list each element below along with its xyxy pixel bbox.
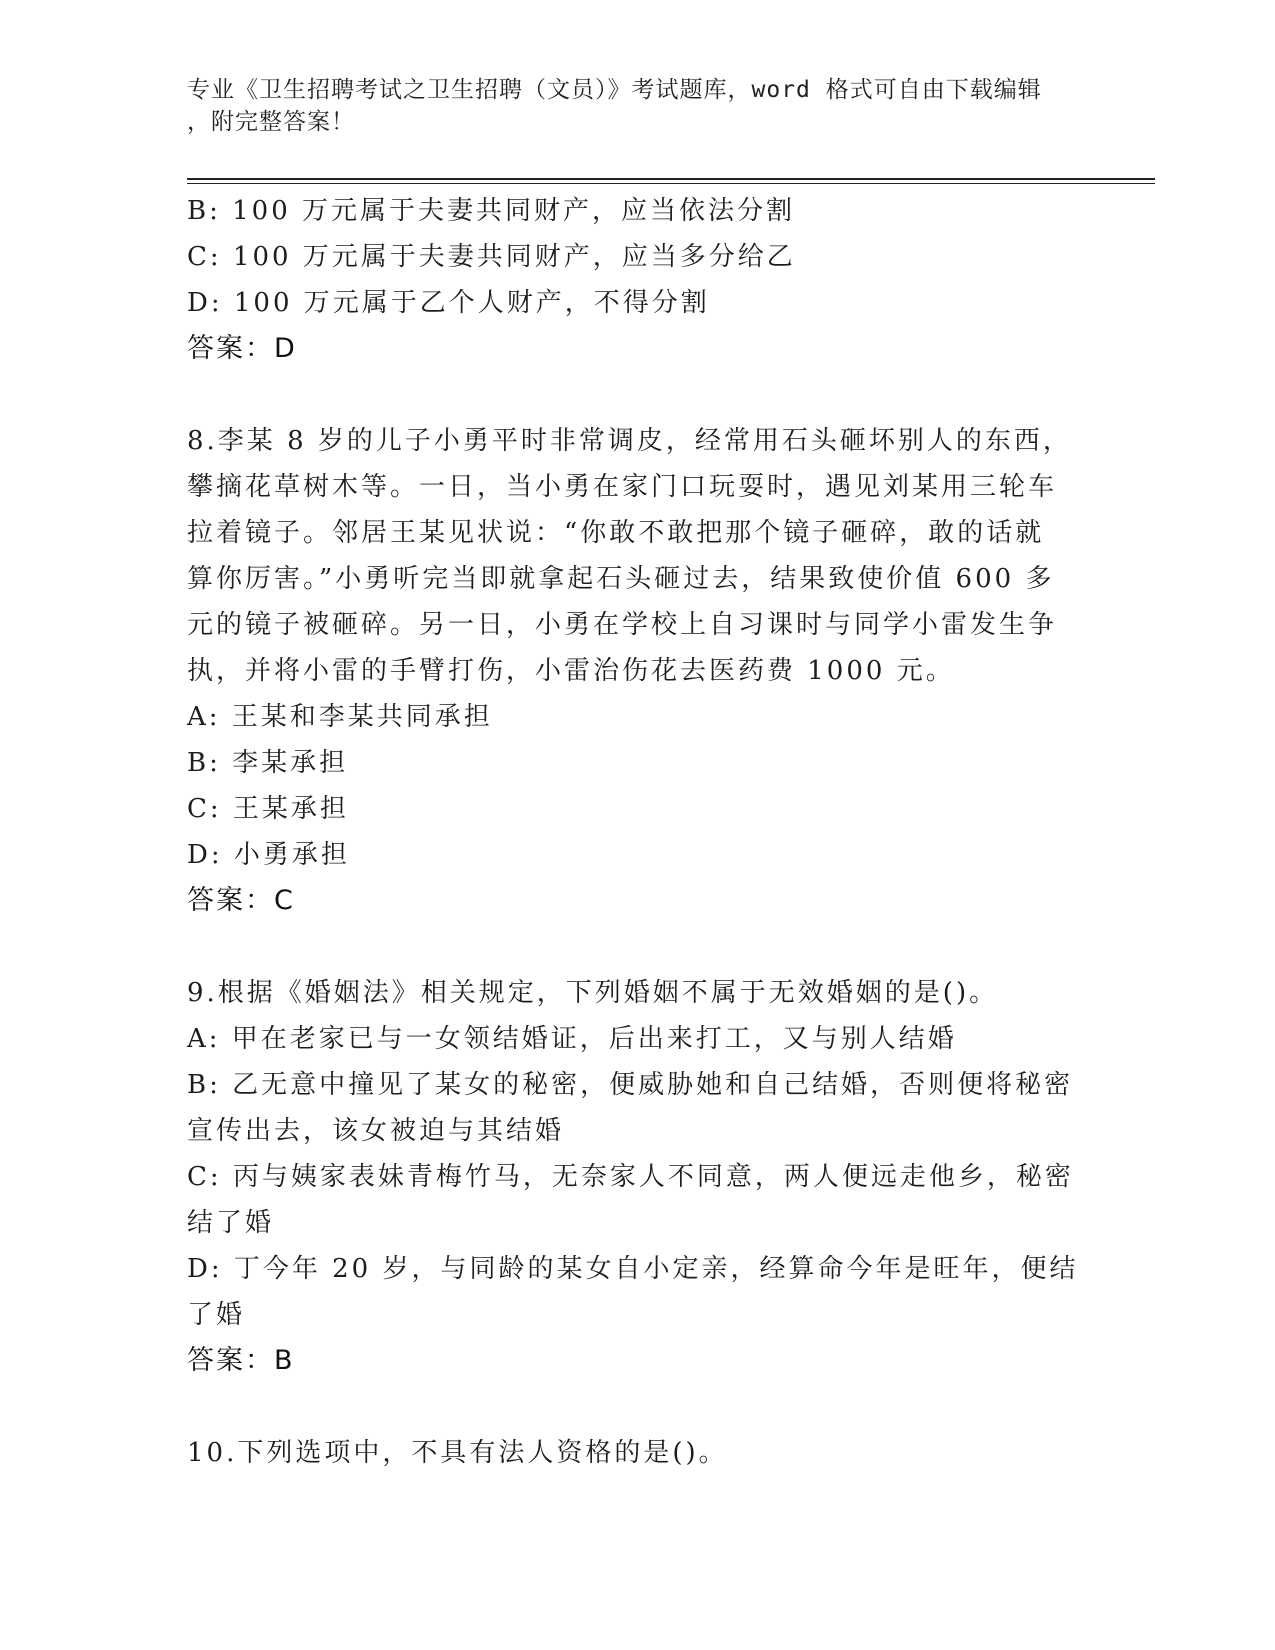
q8-option-b: B: 李某承担 — [187, 748, 349, 778]
q8-stem-line: 8.李某 8 岁的儿子小勇平时非常调皮，经常用石头砸坏别人的东西， — [187, 426, 1072, 456]
q8-stem-line: 拉着镜子。邻居王某见状说：“你敢不敢把那个镜子砸碎，敢的话就 — [187, 518, 1045, 548]
q8-answer: 答案：C — [187, 885, 295, 916]
q8-option-a: A: 王某和李某共同承担 — [187, 702, 493, 732]
q8-stem-line: 执，并将小雷的手臂打伤，小雷治伤花去医药费 1000 元。 — [187, 656, 955, 686]
header-divider — [187, 178, 1155, 184]
q7-option-b: B: 100 万元属于夫妻共同财产，应当依法分割 — [187, 196, 796, 226]
spacer — [187, 924, 1087, 970]
q9-option-c-line: 结了婚 — [187, 1208, 275, 1238]
question-content — [187, 188, 1087, 1476]
q9-option-d-line: 了婚 — [187, 1300, 246, 1330]
q8-option-c: C: 王某承担 — [187, 794, 349, 824]
header-line-1: 专业《卫生招聘考试之卫生招聘（文员）》考试题库，word 格式可自由下载编辑 — [187, 77, 1042, 103]
q8-stem-line: 算你厉害。”小勇听完当即就拿起石头砸过去，结果致使价值 600 多 — [187, 564, 1055, 594]
header-line-2: ，附完整答案！ — [187, 109, 355, 135]
spacer — [187, 1384, 1087, 1430]
q10-stem: 10.下列选项中，不具有法人资格的是()。 — [187, 1438, 728, 1468]
q9-option-b-line: B: 乙无意中撞见了某女的秘密，便威胁她和自己结婚，否则便将秘密 — [187, 1070, 1074, 1100]
question-7-continued — [187, 188, 1087, 372]
q9-answer: 答案：B — [187, 1345, 295, 1376]
q9-option-a: A: 甲在老家已与一女领结婚证，后出来打工，又与别人结婚 — [187, 1024, 957, 1054]
q8-option-d: D: 小勇承担 — [187, 840, 350, 870]
q9-option-b-line: 宣传出去，该女被迫与其结婚 — [187, 1116, 565, 1146]
question-8 — [187, 418, 1087, 924]
q9-stem: 9.根据《婚姻法》相关规定，下列婚姻不属于无效婚姻的是()。 — [187, 978, 999, 1008]
q9-option-d-line: D: 丁今年 20 岁，与同龄的某女自小定亲，经算命今年是旺年，便结 — [187, 1254, 1079, 1284]
q9-option-c-line: C: 丙与姨家表妹青梅竹马，无奈家人不同意，两人便远走他乡，秘密 — [187, 1162, 1074, 1192]
spacer — [187, 372, 1087, 418]
question-9 — [187, 970, 1087, 1384]
q8-stem-line: 元的镜子被砸碎。另一日，小勇在学校上自习课时与同学小雷发生争 — [187, 610, 1058, 640]
q7-option-d: D: 100 万元属于乙个人财产，不得分割 — [187, 288, 710, 318]
q8-stem-line: 攀摘花草树木等。一日，当小勇在家门口玩耍时，遇见刘某用三轮车 — [187, 472, 1058, 502]
q7-answer: 答案：D — [187, 333, 297, 364]
page-header — [187, 74, 1077, 138]
q7-option-c: C: 100 万元属于夫妻共同财产，应当多分给乙 — [187, 242, 796, 272]
question-10 — [187, 1430, 1087, 1476]
